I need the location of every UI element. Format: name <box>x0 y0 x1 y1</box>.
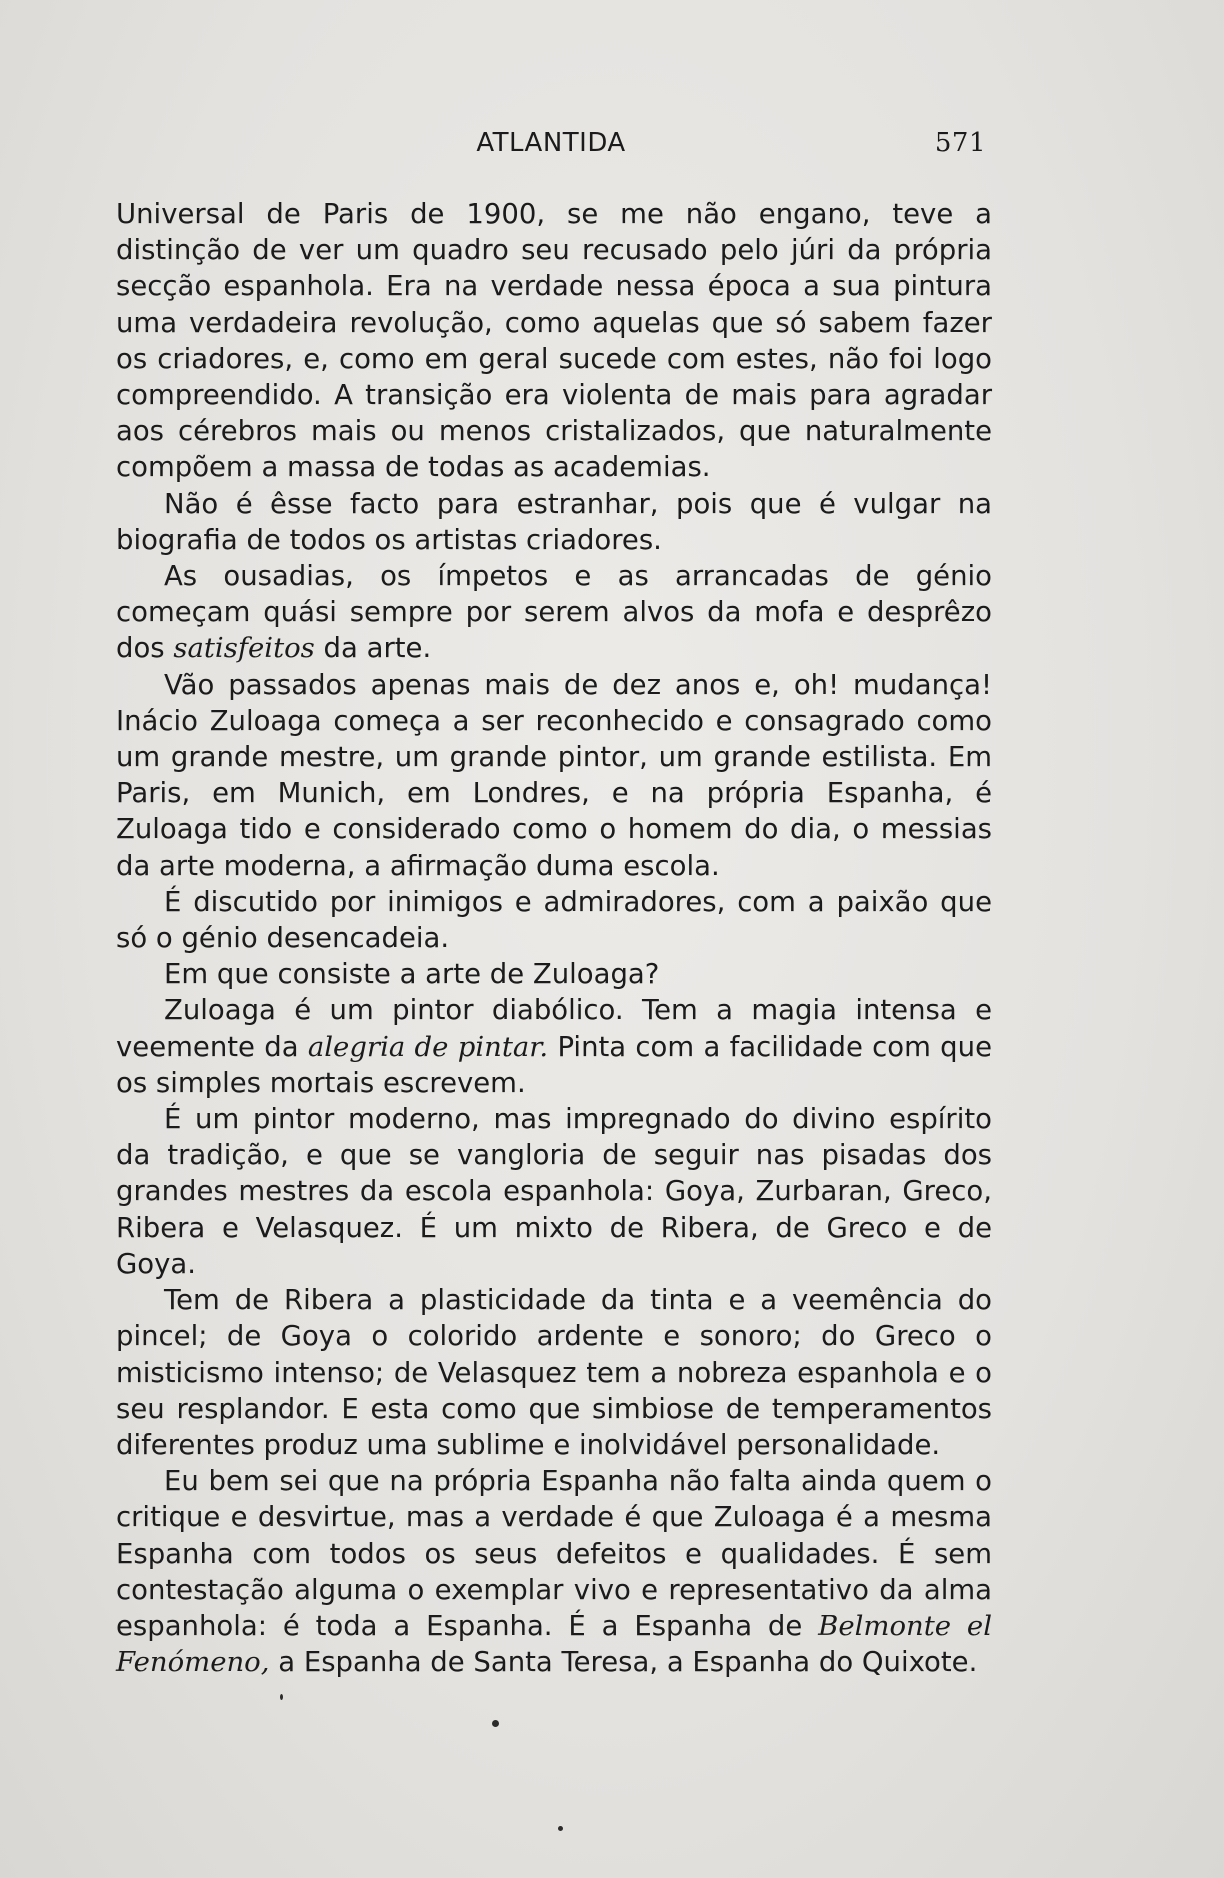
paragraph-10-text: Eu bem sei que na própria Espanha não falta ainda quem o critique e desvirtue, mas a verdade é que Zuloaga é a mesma Espanha com todos os seus defeitos e qualidades. É sem contestação alguma o exemplar vivo e representativo da alma espanhola: é toda a Espanha. É a Espanha de <box>116 1465 992 1642</box>
paragraph-7-text: Zuloaga é um pintor diabólico. Tem a magia intensa e veemente da <box>116 994 992 1063</box>
ink-speck <box>558 1826 563 1831</box>
running-header <box>116 128 986 168</box>
paragraph-7-text-end: Pinta com a facilidade com que os simples mortais escrevem. <box>116 1030 992 1099</box>
paragraph-3-text: As ousadias, os ímpetos e as arrancadas de génio começam quási sempre por serem alvos da mofa e desprêzo dos <box>116 560 992 665</box>
paragraph-3-italic: satisfeitos <box>173 632 315 665</box>
ink-speck <box>280 1694 283 1700</box>
paragraph-8-text: É um pintor moderno, mas impregnado do divino espírito da tradição, e que se vangloria de seguir nas pisadas dos grandes mestres da escola espanhola: Goya, Zurbaran, Greco, Ribera e Velasquez. É um mixto de Ribera, de Greco e de Goya. <box>116 1103 992 1280</box>
paragraph-1-text: Universal de Paris de 1900, se me não engano, teve a distinção de ver um quadro seu recusado pelo júri da própria secção espanhola. Era na verdade nessa época a sua pintura uma verdadeira revolução, como aquelas que só sabem fazer os criadores, e, como em geral sucede com estes, não foi logo compreendido. A transição era violenta de mais para agradar aos cérebros mais ou menos cristalizados, que naturalmente compõem a massa de todas as academias. <box>116 198 992 484</box>
paragraph-5 <box>116 884 992 956</box>
paragraph-3 <box>116 558 992 667</box>
paragraph-9-text: Tem de Ribera a plasticidade da tinta e a veemência do pincel; de Goya o colorido ardente e sonoro; do Greco o misticismo intenso; de Velasquez tem a nobreza espanhola e o seu resplandor. E esta como que simbiose de temperamentos diferentes produz uma sublime e inolvidável personalidade. <box>116 1284 992 1461</box>
paragraph-5-text: É discutido por inimigos e admiradores, com a paixão que só o génio desencadeia. <box>116 885 992 955</box>
paragraph-1 <box>116 196 992 486</box>
paragraph-7 <box>116 992 992 1101</box>
paragraph-2-text: Não é êsse facto para estranhar, pois que é vulgar na biografia de todos os artistas criadores. <box>116 487 992 556</box>
page-number: 571 <box>934 128 986 158</box>
paragraph-6-text: Em que consiste a arte de Zuloaga? <box>164 958 660 991</box>
paragraph-2 <box>116 486 992 558</box>
paragraph-4-text: Vão passados apenas mais de dez anos e, oh! mudança! Inácio Zuloaga começa a ser reconhecido e consagrado como um grande mestre, um grande pintor, um grande estilista. Em Paris, em Munich, em Londres, e na própria Espanha, é Zuloaga tido e considerado como o homem do dia, o messias da arte moderna, a afirmação duma escola. <box>116 668 992 882</box>
paragraph-3-text-end: da arte. <box>314 632 432 665</box>
article-body <box>116 196 992 1680</box>
paragraph-9 <box>116 1282 992 1463</box>
paragraph-4 <box>116 667 992 884</box>
running-title: ATLANTIDA <box>476 128 626 158</box>
paragraph-10 <box>116 1463 992 1680</box>
paragraph-7-italic: alegria de pintar. <box>307 1030 549 1063</box>
paragraph-10-italic: Belmonte el Fenómeno, <box>116 1609 992 1679</box>
paragraph-6 <box>116 956 992 992</box>
ink-speck <box>492 1720 499 1727</box>
paragraph-8 <box>116 1101 992 1282</box>
paragraph-10-text-end: a Espanha de Santa Teresa, a Espanha do Quixote. <box>269 1646 978 1679</box>
